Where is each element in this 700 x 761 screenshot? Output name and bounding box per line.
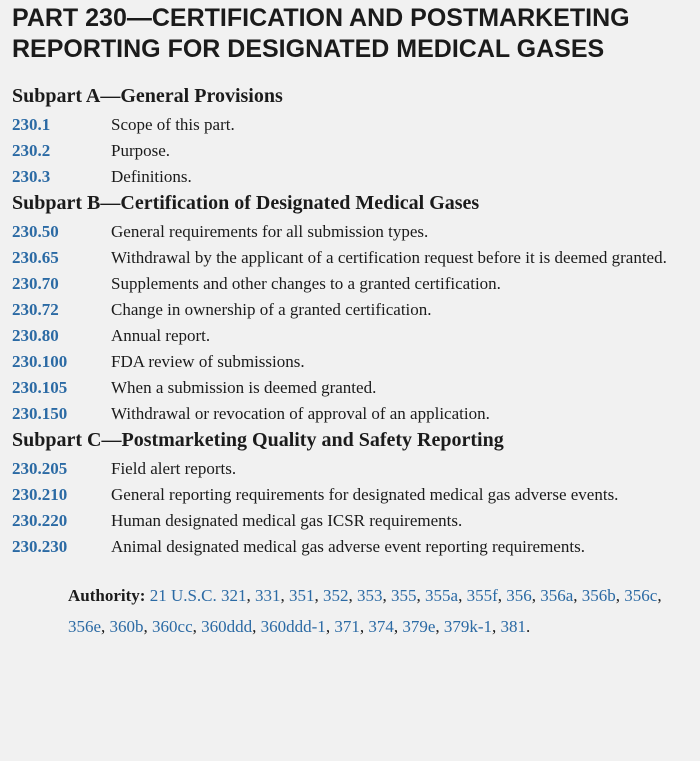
authority-separator: , <box>143 617 153 636</box>
subpart-heading: Subpart B—Certification of Designated Medical Gases <box>12 192 480 214</box>
authority-separator: , <box>359 617 369 636</box>
cfr-part-toc <box>0 1 700 642</box>
authority-citation-link[interactable]: 360b <box>109 617 144 636</box>
section-title: When a submission is deemed granted. <box>111 378 377 397</box>
authority-citation-link[interactable]: 379e <box>402 617 436 636</box>
section-row <box>12 138 700 164</box>
authority-links <box>68 586 662 636</box>
section-title: General requirements for all submission types. <box>111 222 429 241</box>
section-row <box>12 245 700 271</box>
subpart-b <box>12 191 700 427</box>
authority-citation-link[interactable]: 355a <box>425 586 459 605</box>
section-number-link[interactable]: 230.3 <box>12 167 51 186</box>
subpart-heading: Subpart C—Postmarketing Quality and Safety Reporting <box>12 429 504 451</box>
authority-citation-link[interactable]: 331 <box>255 586 281 605</box>
authority-citation-link[interactable]: 356b <box>581 586 616 605</box>
authority-citation-link[interactable]: 381 <box>500 617 527 636</box>
section-number-link[interactable]: 230.150 <box>12 404 68 423</box>
authority-citation-link[interactable]: 352 <box>323 586 349 605</box>
authority-citation-link[interactable]: 353 <box>357 586 383 605</box>
section-title: FDA review of submissions. <box>111 352 305 371</box>
section-number-link[interactable]: 230.50 <box>12 222 59 241</box>
authority-separator: , <box>497 586 507 605</box>
section-list <box>12 112 700 190</box>
authority-separator: , <box>252 617 261 636</box>
section-number-link[interactable]: 230.65 <box>12 248 59 267</box>
section-number-link[interactable]: 230.72 <box>12 300 59 319</box>
section-row <box>12 349 700 375</box>
section-list <box>12 219 700 427</box>
authority-citation-link[interactable]: 356a <box>540 586 574 605</box>
authority-separator: , <box>657 586 662 605</box>
authority-separator: , <box>531 586 541 605</box>
section-title: Human designated medical gas ICSR requirements. <box>111 511 463 530</box>
section-row <box>12 271 700 297</box>
section-row <box>12 323 700 349</box>
authority-citation-link[interactable]: 360ddd-1 <box>260 617 326 636</box>
section-list <box>12 456 700 560</box>
section-title: Scope of this part. <box>111 115 235 134</box>
authority-citation-link[interactable]: 379k-1 <box>443 617 493 636</box>
section-row <box>12 164 700 190</box>
authority-citation-link[interactable]: 356 <box>506 586 532 605</box>
section-title: Animal designated medical gas adverse event reporting requirements. <box>111 537 585 556</box>
section-number-link[interactable]: 230.220 <box>12 511 68 530</box>
section-number-link[interactable]: 230.230 <box>12 537 68 556</box>
section-title: Purpose. <box>111 141 171 160</box>
authority-citation-link[interactable]: 374 <box>368 617 394 636</box>
part-title-line2: REPORTING FOR DESIGNATED MEDICAL GASES <box>12 35 605 63</box>
authority-citation-link[interactable]: 360cc <box>152 617 193 636</box>
authority-citation-link[interactable]: 355 <box>391 586 417 605</box>
section-number-link[interactable]: 230.1 <box>12 115 51 134</box>
authority-citation-link[interactable]: 371 <box>334 617 360 636</box>
section-number-link[interactable]: 230.210 <box>12 485 68 504</box>
section-title: Annual report. <box>111 326 211 345</box>
authority-label: Authority: <box>68 586 146 605</box>
authority-citation-link[interactable]: 351 <box>289 586 315 605</box>
authority-separator: , <box>314 586 324 605</box>
authority-citation-link[interactable]: 356c <box>624 586 658 605</box>
section-title: Withdrawal or revocation of approval of an application. <box>111 404 490 423</box>
section-number-link[interactable]: 230.100 <box>12 352 68 371</box>
authority-separator: , <box>393 617 403 636</box>
authority-note <box>68 580 680 642</box>
section-title: Supplements and other changes to a granted certification. <box>111 274 501 293</box>
section-title: General reporting requirements for designated medical gas adverse events. <box>111 485 619 504</box>
authority-separator: , <box>458 586 467 605</box>
subpart-heading: Subpart A—General Provisions <box>12 85 283 107</box>
authority-separator: , <box>280 586 290 605</box>
section-title: Withdrawal by the applicant of a certification request before it is deemed granted. <box>111 248 667 267</box>
section-row <box>12 508 700 534</box>
section-row <box>12 375 700 401</box>
authority-separator: , <box>435 617 444 636</box>
authority-separator: . <box>526 617 531 636</box>
section-row <box>12 401 700 427</box>
part-title-line1: PART 230—CERTIFICATION AND POSTMARKETING <box>12 4 630 32</box>
section-number-link[interactable]: 230.205 <box>12 459 68 478</box>
authority-separator: , <box>492 617 501 636</box>
section-number-link[interactable]: 230.2 <box>12 141 51 160</box>
authority-separator: , <box>101 617 110 636</box>
section-number-link[interactable]: 230.105 <box>12 378 68 397</box>
subpart-c <box>12 428 700 560</box>
section-row <box>12 456 700 482</box>
authority-citation-link[interactable]: 360ddd <box>201 617 253 636</box>
authority-separator: , <box>416 586 426 605</box>
part-title <box>12 1 700 65</box>
section-row <box>12 297 700 323</box>
section-title: Change in ownership of a granted certification. <box>111 300 432 319</box>
authority-separator: , <box>382 586 392 605</box>
section-title: Definitions. <box>111 167 192 186</box>
section-number-link[interactable]: 230.70 <box>12 274 59 293</box>
authority-separator: , <box>573 586 582 605</box>
section-row <box>12 219 700 245</box>
authority-separator: , <box>192 617 202 636</box>
authority-separator: , <box>325 617 335 636</box>
section-number-link[interactable]: 230.80 <box>12 326 59 345</box>
section-title: Field alert reports. <box>111 459 237 478</box>
section-row <box>12 112 700 138</box>
authority-separator: , <box>615 586 625 605</box>
authority-separator: , <box>246 586 256 605</box>
authority-citation-link[interactable]: 21 U.S.C. 321 <box>149 586 247 605</box>
authority-citation-link[interactable]: 356e <box>68 617 102 636</box>
authority-separator: , <box>348 586 358 605</box>
authority-citation-link[interactable]: 355f <box>466 586 498 605</box>
subpart-a <box>12 84 700 190</box>
section-row <box>12 482 700 508</box>
section-row <box>12 534 700 560</box>
